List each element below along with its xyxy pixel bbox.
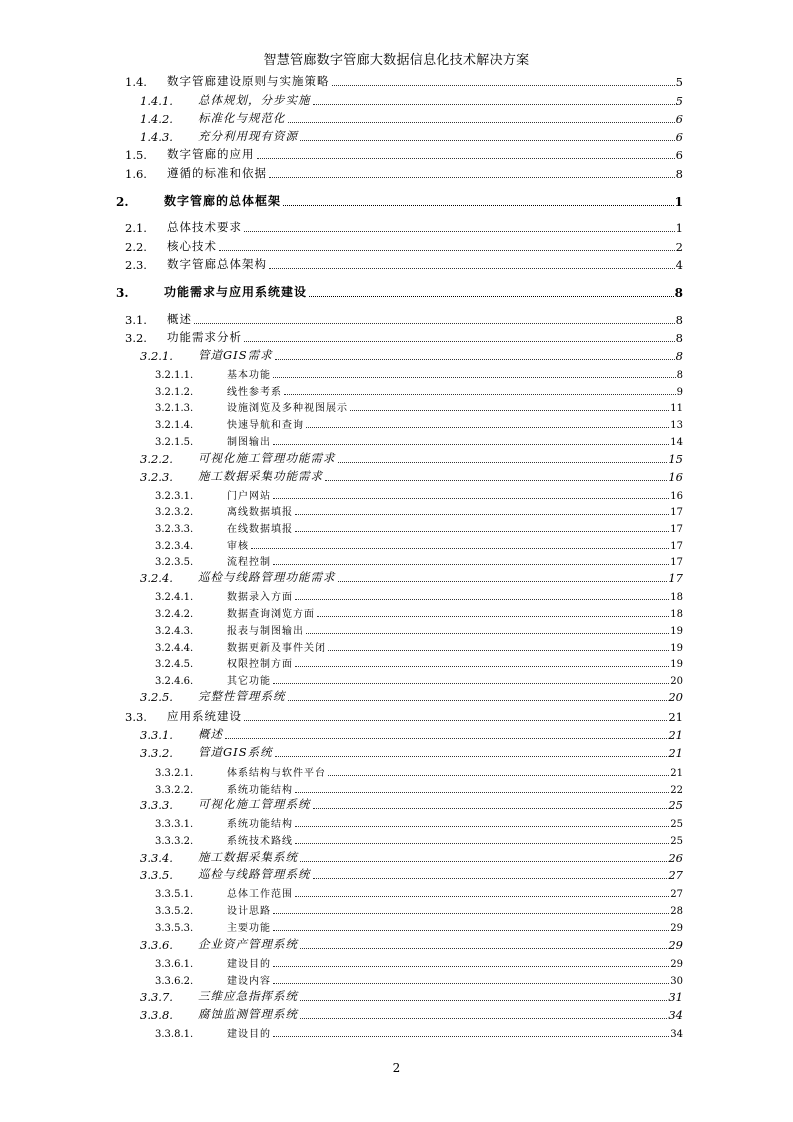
toc-entry-page: 5	[675, 75, 683, 89]
toc-entry-title: 线性参考系	[227, 387, 282, 398]
toc-entry[interactable]	[125, 709, 683, 724]
dot-leader	[332, 85, 675, 86]
toc-entry-page: 22	[670, 785, 683, 796]
dot-leader	[244, 720, 667, 721]
dot-leader	[273, 983, 669, 984]
dot-leader	[273, 564, 669, 565]
toc-entry-number: 3.2.2.	[140, 452, 173, 466]
dot-leader	[328, 650, 669, 651]
toc-entry-title: 施工数据采集功能需求	[198, 469, 323, 483]
dot-leader	[275, 359, 675, 360]
toc-entry-page: 34	[668, 1008, 683, 1022]
toc-entry[interactable]	[155, 383, 683, 398]
toc-entry-page: 16	[670, 491, 683, 502]
toc-entry-title: 设计思路	[227, 906, 271, 917]
toc-entry-page: 19	[670, 626, 683, 637]
toc-entry-number: 3.2.1.	[140, 349, 173, 363]
toc-entry-title: 制图输出	[227, 437, 271, 448]
toc-entry-number: 3.2.3.4.	[155, 541, 194, 552]
dot-leader	[338, 462, 668, 463]
toc-entry-title: 数字管廊总体架构	[167, 257, 267, 271]
dot-leader	[251, 548, 669, 549]
toc-entry-title: 流程控制	[227, 557, 271, 568]
toc-entry-title: 系统功能结构	[227, 785, 293, 796]
toc-entry-page: 17	[668, 571, 683, 585]
toc-entry-number: 3.2.4.3.	[155, 626, 194, 637]
dot-leader	[300, 1018, 667, 1019]
toc-entry[interactable]	[116, 285, 683, 300]
toc-entry-number: 3.3.	[125, 710, 147, 724]
toc-entry[interactable]	[155, 672, 683, 687]
toc-entry[interactable]	[155, 919, 683, 934]
toc-entry[interactable]	[155, 781, 683, 796]
toc-entry[interactable]	[155, 503, 683, 518]
page-number: 2	[392, 1061, 401, 1075]
toc-entry-page: 20	[670, 676, 683, 687]
toc-entry-page: 26	[668, 851, 683, 865]
toc-entry[interactable]	[155, 655, 683, 670]
toc-entry-title: 体系结构与软件平台	[227, 768, 326, 779]
toc-entry-page: 21	[670, 768, 683, 779]
toc-entry-title: 数字管廊建设原则与实施策略	[167, 74, 330, 88]
toc-entry-number: 1.4.2.	[140, 112, 173, 126]
dot-leader	[273, 913, 669, 914]
toc-entry-number: 3.3.6.2.	[155, 976, 194, 987]
toc-entry[interactable]	[125, 166, 683, 181]
dot-leader	[194, 323, 675, 324]
toc-entry-title: 企业资产管理系统	[198, 937, 298, 951]
toc-entry[interactable]	[155, 605, 683, 620]
toc-entry-title: 权限控制方面	[227, 659, 293, 670]
dot-leader	[295, 531, 669, 532]
toc-entry-page: 1	[674, 195, 683, 209]
dot-leader	[219, 250, 675, 251]
dot-leader	[313, 878, 668, 879]
toc-entry-number: 3.3.3.1.	[155, 819, 194, 830]
dot-leader	[283, 205, 674, 206]
toc-entry-number: 3.3.2.2.	[155, 785, 194, 796]
toc-entry-page: 19	[670, 659, 683, 670]
toc-entry-number: 1.6.	[125, 167, 147, 181]
toc-entry-title: 应用系统建设	[167, 709, 242, 723]
toc-entry[interactable]	[155, 902, 683, 917]
toc-entry-page: 15	[668, 452, 683, 466]
toc-entry[interactable]	[140, 689, 683, 704]
toc-entry-page: 21	[668, 728, 683, 742]
toc-entry[interactable]	[155, 622, 683, 637]
toc-entry-title: 总体工作范围	[227, 889, 293, 900]
dot-leader	[244, 341, 675, 342]
toc-entry-number: 3.3.4.	[140, 851, 173, 865]
dot-leader	[295, 843, 669, 844]
toc-entry[interactable]	[125, 74, 683, 89]
toc-entry-number: 1.4.	[125, 75, 147, 89]
toc-entry[interactable]	[155, 972, 683, 987]
toc-entry-number: 3.2.4.1.	[155, 592, 194, 603]
toc-entry-number: 3.2.1.5.	[155, 437, 194, 448]
toc-entry[interactable]	[125, 239, 683, 254]
toc-entry[interactable]	[125, 312, 683, 327]
dot-leader	[273, 930, 669, 931]
dot-leader	[273, 966, 669, 967]
toc-entry[interactable]	[155, 433, 683, 448]
toc-entry-title: 标准化与规范化	[198, 111, 286, 125]
dot-leader	[325, 480, 667, 481]
toc-entry[interactable]	[140, 745, 683, 760]
toc-entry-number: 3.3.3.	[140, 798, 173, 812]
dot-leader	[306, 427, 669, 428]
dot-leader	[273, 683, 669, 684]
dot-leader	[288, 122, 675, 123]
toc-entry-number: 3.3.8.	[140, 1008, 173, 1022]
toc-entry-title: 核心技术	[167, 239, 217, 253]
toc-entry-page: 5	[675, 94, 683, 108]
dot-leader	[338, 581, 668, 582]
toc-entry[interactable]	[140, 469, 683, 484]
toc-entry[interactable]	[116, 194, 683, 209]
dot-leader	[317, 616, 669, 617]
toc-entry-title: 巡检与线路管理系统	[198, 867, 311, 881]
toc-entry-number: 3.3.5.1.	[155, 889, 194, 900]
toc-entry-title: 其它功能	[227, 676, 271, 687]
toc-entry-number: 3.2.5.	[140, 690, 173, 704]
toc-entry-title: 概述	[198, 727, 223, 741]
toc-entry-page: 27	[668, 868, 683, 882]
dot-leader	[295, 792, 669, 793]
toc-entry-title: 设施浏览及多种视图展示	[227, 403, 348, 414]
dot-leader	[295, 599, 669, 600]
toc-entry-title: 系统技术路线	[227, 836, 293, 847]
toc-entry-page: 16	[668, 470, 683, 484]
toc-entry-title: 主要功能	[227, 923, 271, 934]
toc-entry-number: 3.2.3.2.	[155, 507, 194, 518]
toc-entry-page: 29	[670, 923, 683, 934]
toc-entry-title: 充分利用现有资源	[198, 129, 298, 143]
toc-entry[interactable]	[125, 330, 683, 345]
toc-entry[interactable]	[140, 451, 683, 466]
toc-entry-page: 17	[670, 507, 683, 518]
toc-entry-page: 27	[670, 889, 683, 900]
toc-entry-title: 三维应急指挥系统	[198, 989, 298, 1003]
toc-entry-number: 3.3.2.	[140, 746, 173, 760]
toc-entry-page: 19	[670, 643, 683, 654]
toc-entry-title: 数据录入方面	[227, 592, 293, 603]
dot-leader	[295, 666, 669, 667]
toc-entry-page: 28	[670, 906, 683, 917]
toc-entry-page: 8	[675, 167, 683, 181]
toc-entry[interactable]	[140, 570, 683, 585]
toc-entry-title: 数字管廊的总体框架	[164, 194, 282, 208]
toc-entry-page: 8	[674, 286, 683, 300]
toc-entry-page: 21	[668, 710, 683, 724]
toc-entry[interactable]	[125, 257, 683, 272]
toc-entry-number: 3.2.3.3.	[155, 524, 194, 535]
toc-entry[interactable]	[155, 537, 683, 552]
toc-entry-page: 18	[670, 609, 683, 620]
dot-leader	[300, 861, 667, 862]
toc-entry[interactable]	[155, 366, 683, 381]
toc-entry-number: 3.2.3.5.	[155, 557, 194, 568]
toc-entry-number: 3.2.3.	[140, 470, 173, 484]
toc-entry[interactable]	[155, 955, 683, 970]
toc-entry-title: 在线数据填报	[227, 524, 293, 535]
toc-entry-number: 1.4.1.	[140, 94, 173, 108]
toc-entry[interactable]	[140, 111, 683, 126]
toc-entry[interactable]	[140, 867, 683, 882]
toc-entry[interactable]	[140, 727, 683, 742]
toc-entry-number: 1.4.3.	[140, 130, 173, 144]
toc-entry-title: 数字管廊的应用	[167, 147, 255, 161]
toc-entry-number: 1.5.	[125, 148, 147, 162]
toc-entry-number: 3.2.4.4.	[155, 643, 194, 654]
dot-leader	[350, 410, 669, 411]
toc-entry-page: 4	[675, 258, 683, 272]
toc-entry[interactable]	[155, 1025, 683, 1040]
toc-entry-page: 25	[670, 819, 683, 830]
toc-entry-page: 8	[675, 349, 683, 363]
toc-entry-title: 门户网站	[227, 491, 271, 502]
toc-entry-title: 报表与制图输出	[227, 626, 304, 637]
dot-leader	[295, 826, 669, 827]
toc-entry-title: 系统功能结构	[227, 819, 293, 830]
toc-entry-number: 3.3.6.	[140, 938, 173, 952]
toc-entry-number: 3.2.1.3.	[155, 403, 194, 414]
toc-entry-title: 建设内容	[227, 976, 271, 987]
dot-leader	[300, 1000, 667, 1001]
toc-entry[interactable]	[155, 832, 683, 847]
toc-entry[interactable]	[140, 348, 683, 363]
toc-entry-page: 25	[670, 836, 683, 847]
toc-entry[interactable]	[155, 764, 683, 779]
toc-entry-number: 2.3.	[125, 258, 147, 272]
toc-entry-number: 3.2.4.5.	[155, 659, 194, 670]
dot-leader	[313, 104, 675, 105]
toc-entry-page: 17	[670, 541, 683, 552]
toc-entry-number: 3.2.1.1.	[155, 370, 194, 381]
toc-entry[interactable]	[140, 797, 683, 812]
toc-entry-title: 管道GIS系统	[198, 745, 273, 759]
toc-entry[interactable]	[155, 487, 683, 502]
toc-entry-page: 17	[670, 557, 683, 568]
toc-entry-number: 2.1.	[125, 221, 147, 235]
toc-entry-page: 18	[670, 592, 683, 603]
toc-entry-page: 21	[668, 746, 683, 760]
dot-leader	[300, 948, 667, 949]
toc-entry[interactable]	[155, 520, 683, 535]
toc-entry-number: 3.3.1.	[140, 728, 173, 742]
toc-entry-number: 3.2.3.1.	[155, 491, 194, 502]
toc-entry[interactable]	[125, 147, 683, 162]
toc-entry[interactable]	[155, 885, 683, 900]
dot-leader	[284, 394, 676, 395]
toc-entry-page: 34	[670, 1029, 683, 1040]
toc-entry-title: 建设目的	[227, 1029, 271, 1040]
toc-entry-title: 离线数据填报	[227, 507, 293, 518]
toc-entry-title: 完整性管理系统	[198, 689, 286, 703]
toc-entry-title: 数据更新及事件关闭	[227, 643, 326, 654]
toc-entry-title: 数据查询浏览方面	[227, 609, 315, 620]
toc-entry-page: 8	[675, 331, 683, 345]
dot-leader	[309, 296, 674, 297]
dot-leader	[328, 775, 669, 776]
toc-entry-page: 8	[675, 313, 683, 327]
toc-entry-page: 25	[668, 798, 683, 812]
dot-leader	[244, 231, 675, 232]
toc-entry-page: 6	[675, 148, 683, 162]
toc-entry-title: 功能需求与应用系统建设	[164, 285, 308, 299]
dot-leader	[273, 444, 669, 445]
toc-entry-number: 3.	[116, 286, 129, 300]
dot-leader	[269, 177, 675, 178]
toc-entry-title: 巡检与线路管理功能需求	[198, 570, 336, 584]
toc-entry[interactable]	[140, 937, 683, 952]
toc-entry-title: 遵循的标准和依据	[167, 166, 267, 180]
toc-entry[interactable]	[140, 1007, 683, 1022]
toc-entry[interactable]	[155, 416, 683, 431]
dot-leader	[295, 896, 669, 897]
toc-entry-title: 概述	[167, 312, 192, 326]
dot-leader	[295, 514, 669, 515]
toc-entry-page: 2	[675, 240, 683, 254]
dot-leader	[313, 808, 668, 809]
toc-entry-page: 30	[670, 976, 683, 987]
toc-entry-title: 可视化施工管理功能需求	[198, 451, 336, 465]
toc-entry-number: 3.3.3.2.	[155, 836, 194, 847]
dot-leader	[288, 700, 668, 701]
toc-entry-title: 可视化施工管理系统	[198, 797, 311, 811]
toc-entry-page: 8	[676, 370, 683, 381]
toc-entry-page: 9	[676, 387, 683, 398]
toc-entry-page: 14	[670, 437, 683, 448]
toc-entry-number: 3.2.4.2.	[155, 609, 194, 620]
toc-entry-number: 3.3.2.1.	[155, 768, 194, 779]
toc-entry[interactable]	[140, 989, 683, 1004]
toc-entry-number: 3.2.4.	[140, 571, 173, 585]
toc-entry-number: 3.3.8.1.	[155, 1029, 194, 1040]
toc-entry-number: 2.	[116, 195, 129, 209]
toc-entry-number: 3.2.1.2.	[155, 387, 194, 398]
toc-entry-page: 13	[670, 420, 683, 431]
toc-entry-number: 3.2.	[125, 331, 147, 345]
toc-entry[interactable]	[155, 815, 683, 830]
toc-entry-page: 17	[670, 524, 683, 535]
toc-entry-title: 管道GIS需求	[198, 348, 273, 362]
toc-entry-number: 3.3.7.	[140, 990, 173, 1004]
dot-leader	[275, 756, 668, 757]
dot-leader	[273, 377, 676, 378]
toc-entry[interactable]	[155, 588, 683, 603]
toc-entry[interactable]	[125, 220, 683, 235]
toc-entry[interactable]	[140, 129, 683, 144]
toc-entry[interactable]	[155, 399, 683, 414]
toc-entry-title: 功能需求分析	[167, 330, 242, 344]
toc-entry[interactable]	[140, 93, 683, 108]
toc-entry[interactable]	[155, 639, 683, 654]
dot-leader	[269, 268, 675, 269]
toc-entry-number: 3.1.	[125, 313, 147, 327]
dot-leader	[257, 158, 675, 159]
toc-entry-page: 1	[675, 221, 683, 235]
dot-leader	[225, 738, 667, 739]
toc-entry-page: 29	[668, 938, 683, 952]
toc-entry-number: 2.2.	[125, 240, 147, 254]
toc-entry-page: 20	[668, 690, 683, 704]
toc-entry-title: 总体规划，分步实施	[198, 93, 311, 107]
toc-entry-title: 腐蚀监测管理系统	[198, 1007, 298, 1021]
toc-entry-number: 3.3.5.	[140, 868, 173, 882]
toc-entry-page: 11	[670, 403, 683, 414]
toc-entry-title: 建设目的	[227, 959, 271, 970]
toc-entry-page: 31	[668, 990, 683, 1004]
toc-entry-title: 施工数据采集系统	[198, 850, 298, 864]
toc-entry-number: 3.2.1.4.	[155, 420, 194, 431]
toc-entry-title: 总体技术要求	[167, 220, 242, 234]
page-header: 智慧管廊数字管廊大数据信息化技术解决方案	[263, 53, 530, 68]
toc-entry-page: 6	[675, 130, 683, 144]
toc-entry-title: 快速导航和查询	[227, 420, 304, 431]
dot-leader	[306, 633, 669, 634]
dot-leader	[273, 1036, 669, 1037]
dot-leader	[273, 498, 669, 499]
toc-entry-number: 3.3.5.3.	[155, 923, 194, 934]
dot-leader	[300, 140, 675, 141]
toc-entry-title: 审核	[227, 541, 249, 552]
toc-entry-number: 3.2.4.6.	[155, 676, 194, 687]
toc-entry-number: 3.3.6.1.	[155, 959, 194, 970]
toc-entry-title: 基本功能	[227, 370, 271, 381]
toc-entry-number: 3.3.5.2.	[155, 906, 194, 917]
toc-entry-page: 29	[670, 959, 683, 970]
toc-entry[interactable]	[155, 553, 683, 568]
toc-entry-page: 6	[675, 112, 683, 126]
toc-entry[interactable]	[140, 850, 683, 865]
